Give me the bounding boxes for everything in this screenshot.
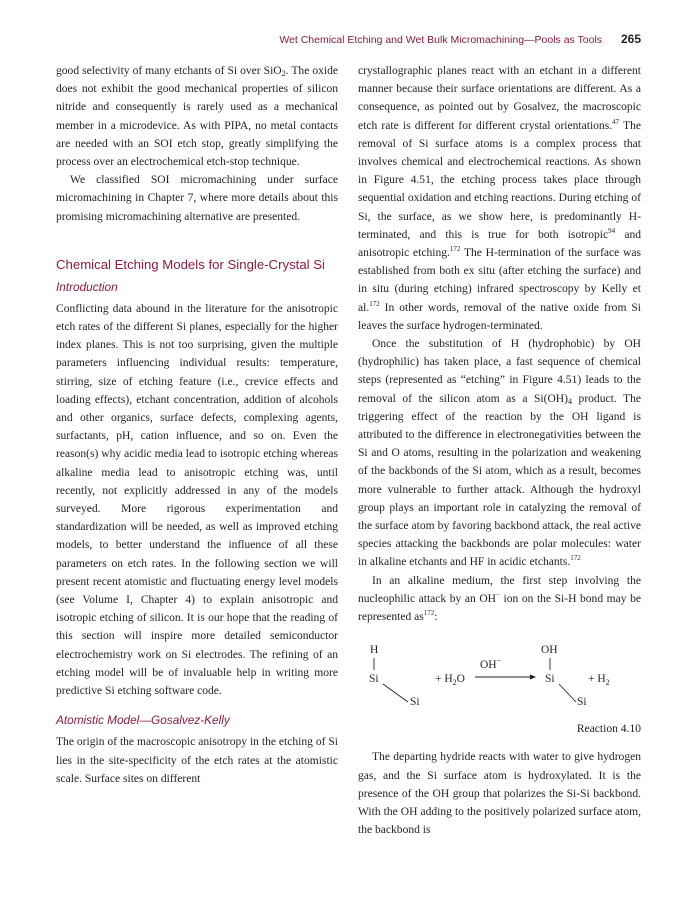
- left-paragraph-4: The origin of the macroscopic anisotropy in the etching of Si lies in the site-specificity of the etch rates at the atomistic scale. Surface sites on different: [56, 736, 338, 785]
- right-paragraph-4: The departing hydride reacts with water to give hydrogen gas, and the Si surface atom is hydroxylated. It is the presence of the OH group that polarizes the Si-Si backbond. With the OH adding to the positively polarized surface atom, the backbond is: [358, 751, 641, 837]
- reactant-si-si-bond: [383, 684, 408, 702]
- right-paragraph-1: crystallographic planes react with an etchant in a different manner because their surface orientations are different. As a consequence, as pointed out by Gosalvez, the macroscopic etch rate is different for different crystal orientations.$^{47}$ The removal of Si surface atoms is a complex process that involves chemical and electrochemical reactions. As shown in Figure 4.51, the etching process takes place through sequential oxidation and etching reactions. During etching of Si, the surface, as we show here, is predominantly H-terminated, and this is true for both isotropic$^{94}$ and anisotropic etching.$^{172}$ The H-termination of the surface was established from both ex situ (after etching the surface) and in situ (during etching) infrared spectroscopy by Kelly et al.$^{172}$ In other words, removal of the native oxide from Si leaves the surface hydrogen-terminated.: [358, 65, 641, 332]
- reactant-si-below-label: Si: [410, 696, 420, 709]
- left-paragraph-3: Conflicting data abound in the literature for the anisotropic etch rates of the different Si planes, especially for the higher index planes. This is not too surprising, given the multiple parameters influencing individual results: temperature, stirring, size of etching feature (i.e., crevice effects and loading effects), etchant concentration, addition of alcohols and other organics, surface defects, complexing agents, surfactants, pH, cation influence, and so on. Even the reason(s) why acidic media lead to isotropic etching whereas alkaline media lead to anisotropic etching was, until recently, not explicitly addressed in any of the models surveyed. More rigorous experimentation and standardization will be needed, as well as improved etching models, to better understand the influence of all these parameters on etch rates. In the following section we will present recent atomistic and fluctuating energy level models (see Volume I, Chapter 4) to explain anisotropic and isotropic etching of silicon. It is our hope that the reading of this section will inspire more detailed semiconductor electrochemistry work on Si electrodes. The refining of an etching model will be of invaluable help in writing more predictive Si etching software code.: [56, 302, 338, 698]
- plus-hydrogen: + $H_2$: [588, 673, 610, 688]
- page-number: 265: [620, 32, 641, 46]
- reaction-label: Reaction 4.10: [576, 723, 641, 736]
- product-si-si-bond: [559, 684, 576, 702]
- product-si-label: Si: [545, 673, 555, 686]
- running-title: Wet Chemical Etching and Wet Bulk Micromachining—Pools as Tools: [279, 34, 603, 46]
- reaction-arrow-head: [530, 675, 536, 680]
- reaction-equation: [358, 632, 641, 744]
- plus-water: + $H_2O$: [435, 673, 465, 688]
- catalyst-oh-minus: OH−: [480, 656, 502, 672]
- section-heading: Chemical Etching Models for Single-Crystal Si: [56, 256, 325, 272]
- product-oh-label: OH: [541, 644, 558, 657]
- reactant-h-label: H: [370, 644, 379, 657]
- left-paragraph-1: good selectivity of many etchants of Si over SiO$_2$. The oxide does not exhibit the good mechanical properties of silicon nitride and consequently is rarely used as a mechanical member in a microdevice. As with PIPA, no metal contacts are needed with an SOI etch stop, greatly simplifying the process over an electrochemical etch-stop technique.: [56, 65, 339, 169]
- left-paragraph-2: We classified SOI micromachining under surface micromachining in Chapter 7, where more details about this promising micromachining alternative are presented.: [56, 174, 338, 223]
- left-column: [56, 62, 338, 788]
- subheading-introduction: Introduction: [56, 279, 118, 294]
- running-header: [56, 32, 641, 48]
- reactant-si-label: Si: [369, 673, 379, 686]
- subheading-atomistic-model: Atomistic Model—Gosalvez-Kelly: [56, 713, 230, 728]
- product-si-below-label: Si: [577, 696, 587, 709]
- right-paragraph-3: In an alkaline medium, the first step involving the nucleophilic attack by an OH− ion on the Si-H bond may be represented $as^{172}$:: [358, 574, 641, 624]
- right-column: [358, 62, 641, 839]
- right-paragraph-2: Once the substitution of H (hydrophobic) by OH (hydrophilic) has taken place, a fast sequence of chemical steps (represented as “etching” in Figure 4.51) leads to the removal of the silicon atom as a $Si(OH)_4$ product. The triggering effect of the reaction by the OH ligand is attributed to the difference in electronegativities between the Si and O atoms, resulting in the polarization and weakening of the backbonds of the Si atom, which as a result, becomes more vulnerable to further attack. Although the hydroxyl group plays an important role in catalyzing the removal of the surface atom by favoring backbond attack, the real active species attacking the backbonds are polar molecules: water in alkaline etchants and HF in acidic etchants.$^{172}$: [358, 338, 641, 569]
